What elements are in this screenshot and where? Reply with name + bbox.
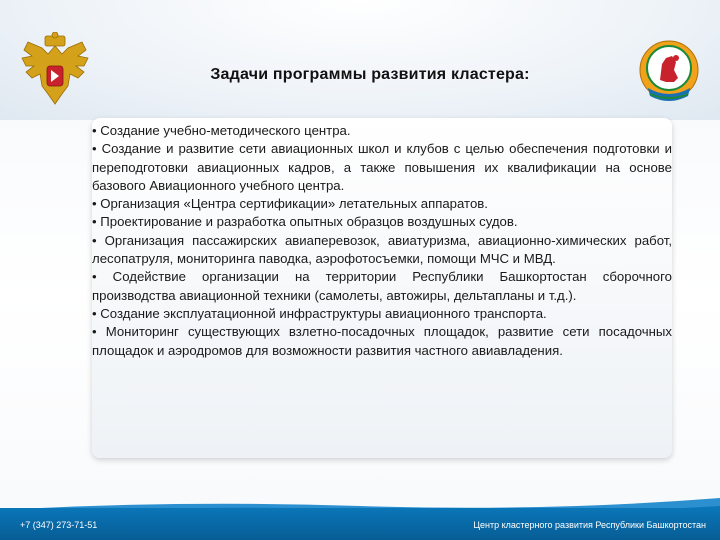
list-item: • Организация «Центра сертификации» летательных аппаратов. <box>92 196 488 212</box>
footer-org: Центр кластерного развития Республики Башкортостан <box>473 520 706 530</box>
list-item: • Организация пассажирских авиаперевозок, авиатуризма, авиационно-химических работ, лесопатруля, мониторинга паводка, аэрофотосъемки, помощи МЧС и МВД. <box>92 232 672 267</box>
list-item: • Создание эксплуатационной инфраструктуры авиационного транспорта. <box>92 305 547 321</box>
list-item: • Мониторинг существующих взлетно-посадочных площадок, развитие сети посадочных площадок и аэродромов для возможности развития частного авиавладения. <box>92 324 672 358</box>
list-item: • Проектирование и разработка опытных образцов воздушных судов. <box>92 214 518 230</box>
header-band <box>0 0 720 120</box>
list-item: • Создание учебно-методического центра. <box>92 123 351 138</box>
list-item: • Создание и развитие сети авиационных школ и клубов с целью обеспечения подготовки и переподготовки авиационных кадров, а также повышения их квалификации на основе базового Авиационного учебного центра. <box>92 141 672 193</box>
bashkortostan-coat-of-arms-icon <box>636 38 702 106</box>
task-list <box>92 122 672 360</box>
russia-coat-of-arms-icon <box>18 32 92 112</box>
list-item: • Содействие организации на территории Республики Башкортостан сборочного производства авиационной техники (самолеты, автожиры, дельтапланы и т.д.). <box>92 269 672 303</box>
slide-title: Задачи программы развития кластера: <box>210 66 530 83</box>
footer-phone: +7 (347) 273-71-51 <box>20 520 98 530</box>
